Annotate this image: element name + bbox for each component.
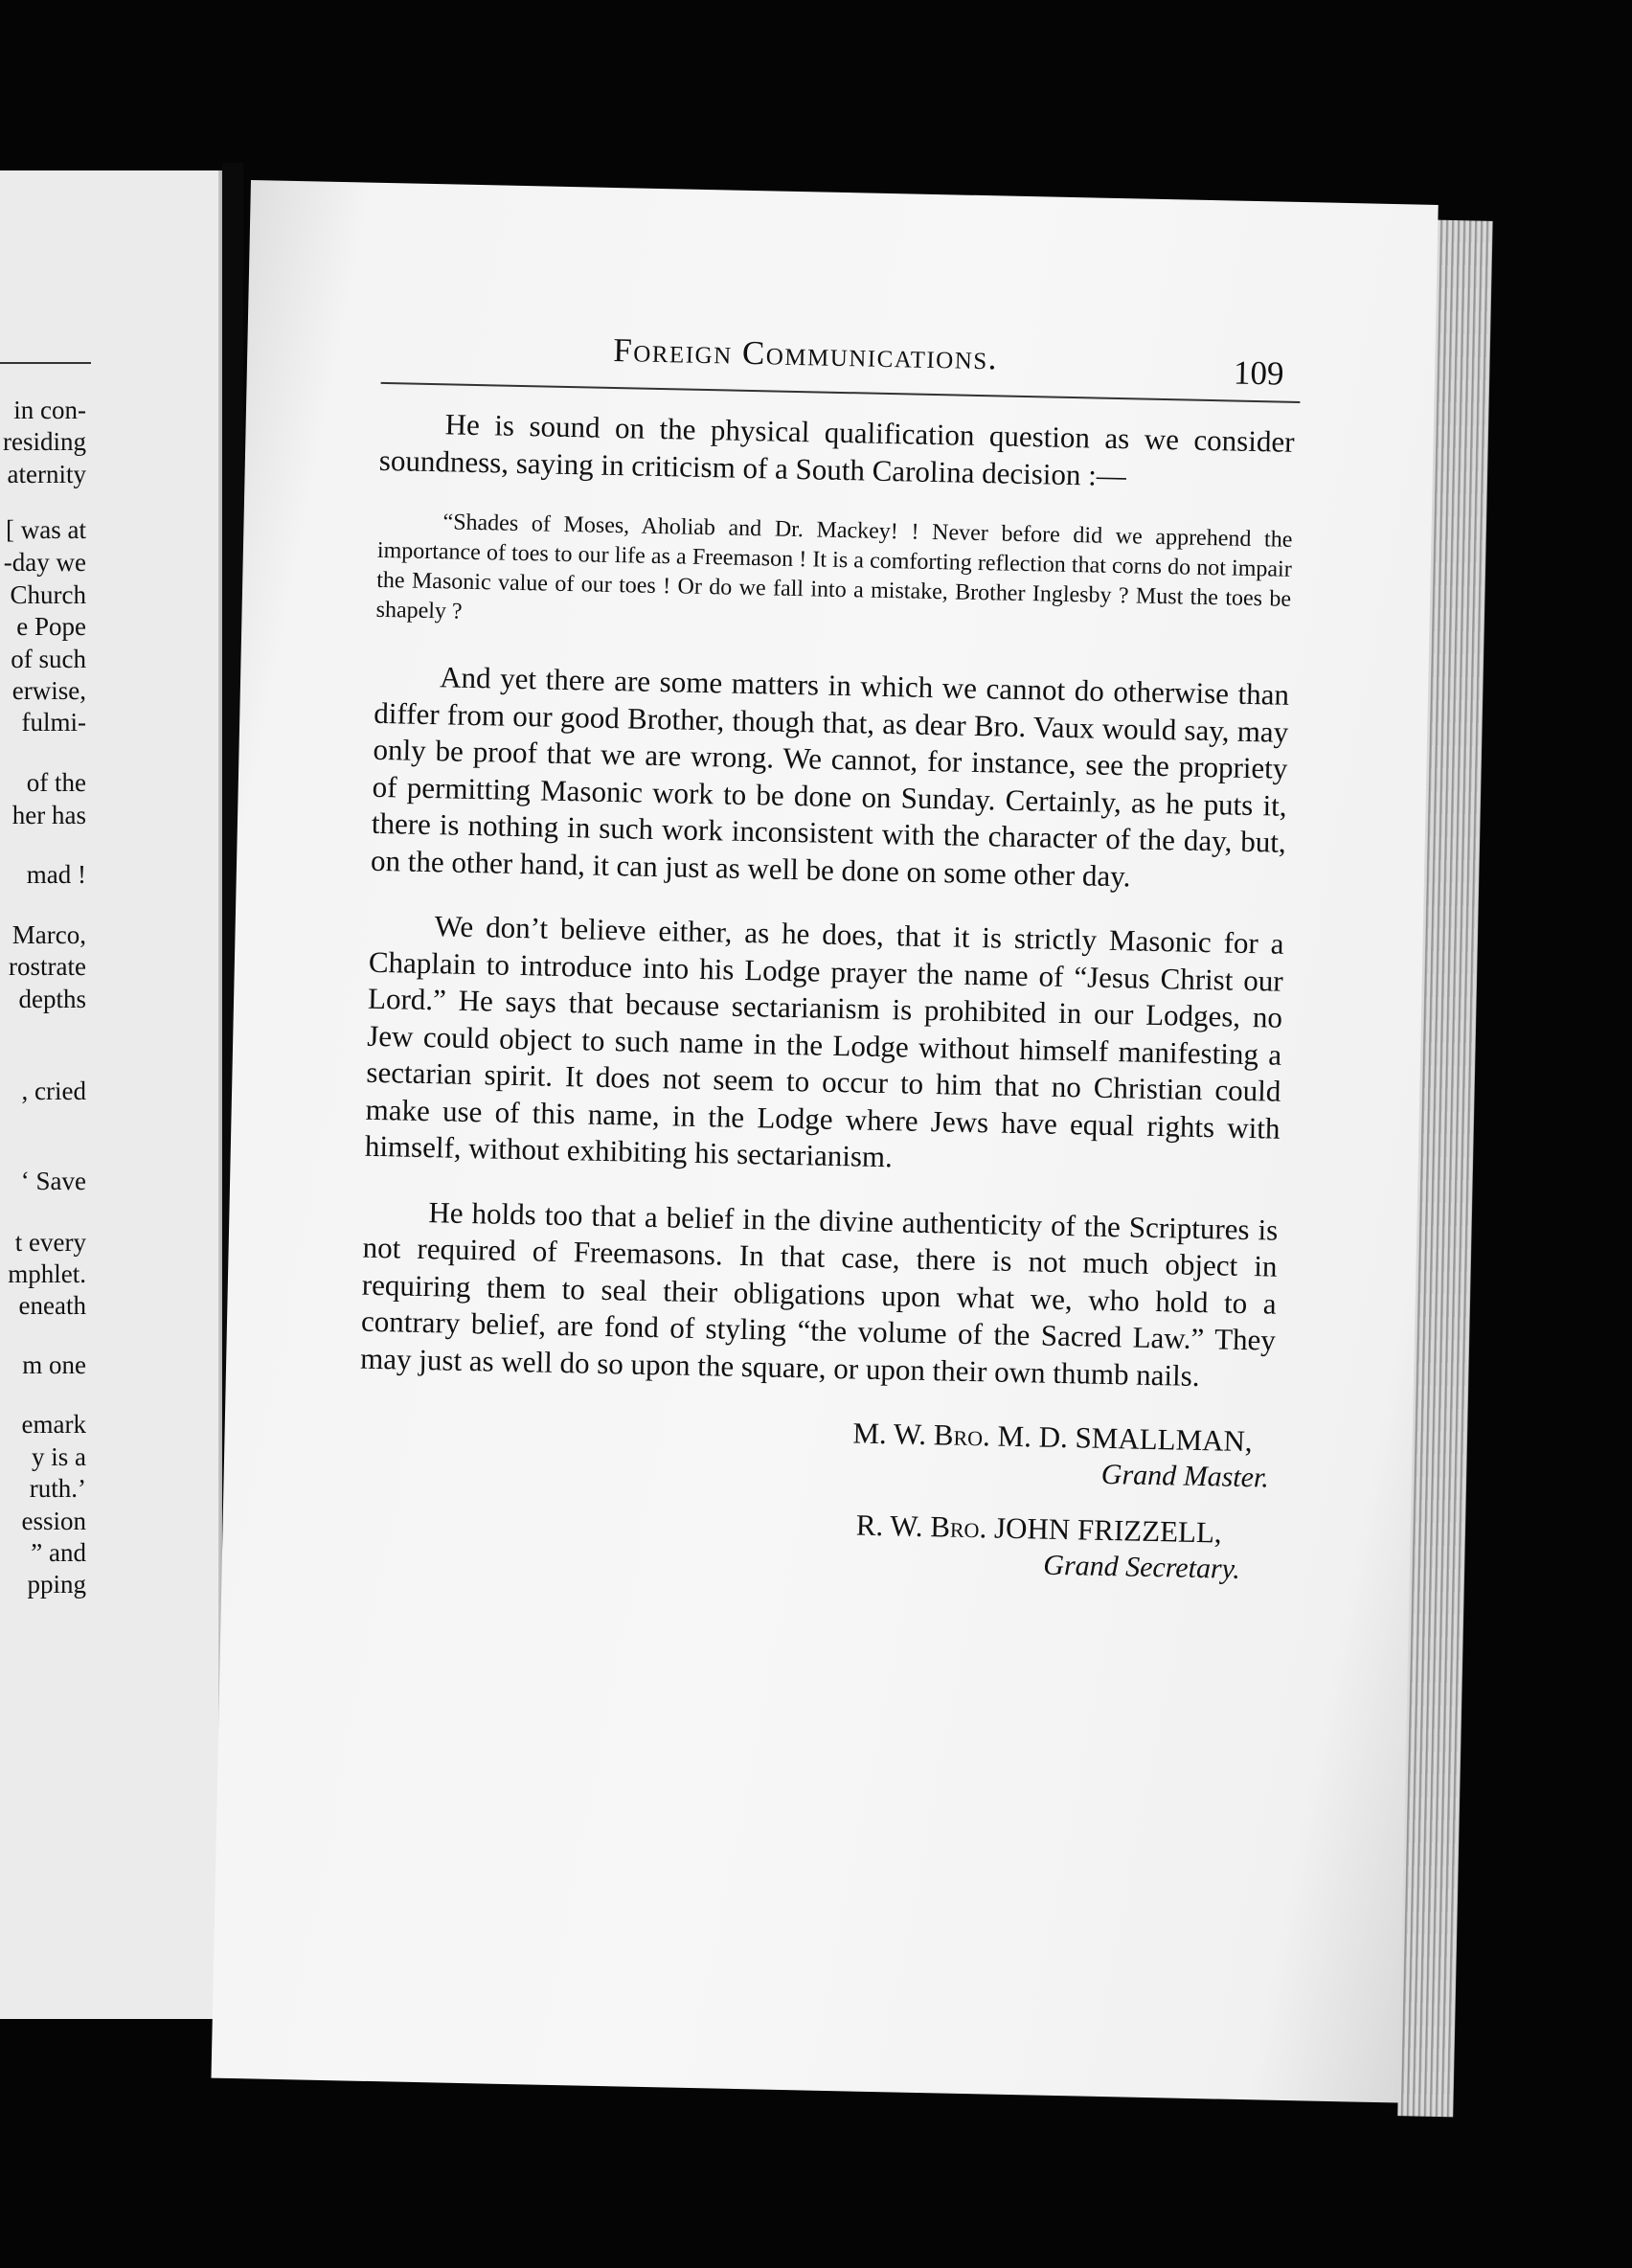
left-page-line: ” and <box>31 1538 86 1567</box>
left-page-line: Marco, <box>11 920 86 949</box>
running-head: Foreign Communications. <box>612 330 999 377</box>
left-page-line: erwise, <box>11 676 86 705</box>
left-page-line: of such <box>11 645 86 673</box>
left-page-line: pping <box>27 1570 86 1599</box>
left-page-line: her has <box>11 801 86 829</box>
page-number: 109 <box>1233 353 1284 393</box>
left-page-line: y is a <box>32 1442 86 1471</box>
left-page-rule <box>0 362 91 364</box>
left-page-line: in con- <box>13 396 86 424</box>
right-page <box>211 180 1438 2103</box>
left-page-line: of the <box>26 768 86 797</box>
left-page-line: aternity <box>7 460 86 488</box>
left-page-line: -day we <box>3 548 86 577</box>
left-page-line: Church <box>10 580 86 609</box>
left-page-line: ession <box>21 1507 86 1535</box>
block-quote: “Shades of Moses, Aholiab and Dr. Mackey! ! Never before did we apprehend the importance of toes to our life as a Freemason ! It is a comforting reflection that corns do not impair the Masonic value of our toes ! Or do we fall into a mistake, Brother Inglesby ? Must the toes be shapely ? <box>375 510 1293 624</box>
signature-name-1: M. W. Bro. M. D. SMALLMAN, <box>852 1416 1254 1459</box>
paragraph-2: And yet there are some matters in which we cannot do otherwise than differ from our good Brother, though that, as dear Bro. Vaux would say, may only be proof that we are wrong. We cannot, for instance, see the propriety of permitting Masonic work to be done on Sunday. Certainly, as he puts it, there is nothing in such work inconsistent with the character of the day, but, on the other hand, it can just as well be done on some other day. <box>370 660 1290 893</box>
left-page-line: eneath <box>18 1291 86 1320</box>
paragraph-3: We don’t believe either, as he does, that it is strictly Masonic for a Chaplain to introduce into his Lodge prayer the name of “Jesus Christ our Lord.” He says that because sectarianism is prohibited in our Lodges, no Jew could object to such name in the Lodge without himself manifesting a sectarian spirit. It does not seem to occur to him that no Christian could make use of this name, in the Lodge where Jews have equal rights with himself, without exhibiting his sectarianism. <box>364 909 1284 1174</box>
left-page-line: ‘ Save <box>20 1167 86 1195</box>
left-page-line: depths <box>18 985 86 1013</box>
left-page-line: residing <box>3 427 86 456</box>
left-page-line: t every <box>14 1228 86 1257</box>
left-page-line: rostrate <box>9 952 86 981</box>
left-page-line: fulmi- <box>21 708 86 737</box>
left-page-line: ruth.’ <box>29 1474 86 1503</box>
left-page-fragment <box>0 170 218 2019</box>
signature-title-2: Grand Secretary. <box>1043 1549 1241 1585</box>
paragraph-4: He holds too that a belief in the divine authenticity of the Scriptures is not required of Freemasons. In that case, there is not much object in requiring them to seal their obligations upon what we, who hold to a contrary belief, are fond of styling “the volume of the Sacred Law.” They may just as well do so upon the square, or upon their own thumb nails. <box>359 1194 1279 1393</box>
left-page-line: , cried <box>21 1077 86 1105</box>
left-page-line: mad ! <box>26 860 86 889</box>
paragraph-1: He is sound on the physical qualification question as we consider soundness, saying in criticism of a South Carolina decision :— <box>378 407 1295 492</box>
left-page-line: e Pope <box>16 612 86 641</box>
left-page-line: [ was at <box>6 515 86 544</box>
header-rule <box>381 382 1301 403</box>
left-page-line: m one <box>22 1350 86 1379</box>
signature-title-1: Grand Master. <box>1100 1458 1270 1494</box>
main-text <box>355 405 1295 1608</box>
left-page-line: emark <box>21 1410 86 1439</box>
left-page-line: mphlet. <box>8 1259 86 1288</box>
signature-name-2: R. W. Bro. JOHN FRIZZELL, <box>855 1508 1223 1550</box>
